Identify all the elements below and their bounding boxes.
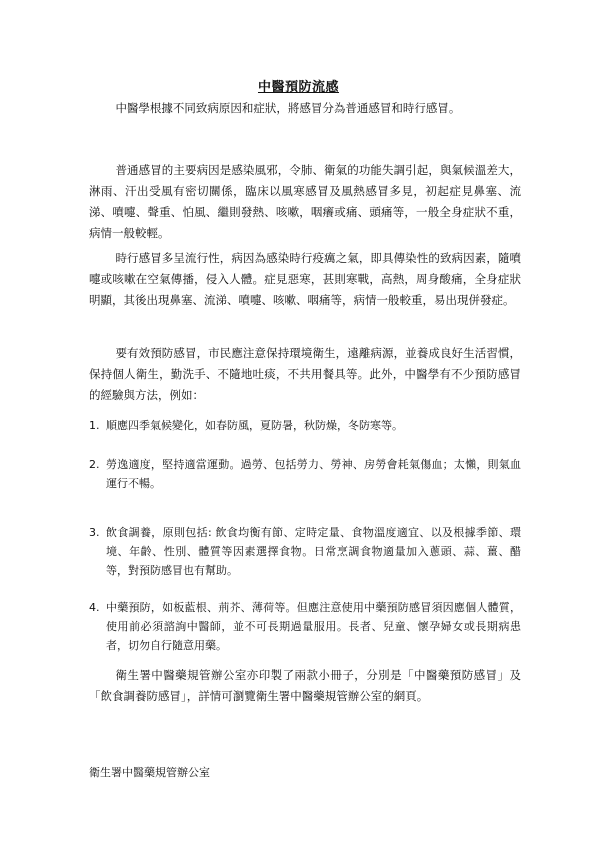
list-item-number: 3. [89,526,100,539]
list-item-number: 4. [89,601,100,614]
intro-paragraph: 中醫學根據不同致病原因和症狀，將感冒分為普通感冒和時行感冒。 [115,101,461,115]
list-item-text: 勞逸適度，堅持適當運動。過勞、包括勞力、勞神、房勞會耗氣傷血；太懶，則氣血運行不暢。 [106,458,521,490]
list-item-text: 中藥預防，如板藍根、荊芥、薄荷等。但應注意使用中藥預防感冒須因應個人體質，使用前必須諮詢中醫師，並不可長期過量服用。長者、兒童、懷孕婦女或長期病患者，切勿自行隨意用藥。 [106,601,521,652]
footer-signature: 衛生署中醫藥規管辦公室 [89,766,210,779]
list-item-number: 1. [89,419,100,432]
list-item-text: 順應四季氣候變化，如春防風，夏防暑，秋防燥，冬防寒等。 [106,419,403,432]
list-item [89,455,521,493]
closing-paragraph: 衛生署中醫藥規管辦公室亦印製了兩款小冊子，分別是「中醫藥預防感冒」及 「飲食調養防感冒」，詳情可瀏覽衛生署中醫藥規管辦公室的網頁。 [89,668,521,703]
list-item-number: 2. [89,458,100,471]
document-title: 中醫預防流感 [257,80,339,95]
common-cold-paragraph: 普通感冒的主要病因是感染風邪，令肺、衛氣的功能失調引起，與氣候溫差大，淋雨、汗出受風有密切關係，臨床以風寒感冒及風熱感冒多見，初起症見鼻塞、流涕、噴嚏、聲重、怕風、繼則發熱、咳嗽，咽癢或痛、頭痛等，一般全身症狀不重，病情一般較輕。 [89,163,521,240]
seasonal-flu-paragraph: 時行感冒多呈流行性，病因為感染時行疫癘之氣，即具傳染性的致病因素，隨噴嚏或咳嗽在空氣傳播，侵入人體。症見惡寒，甚則寒戰，高熱，周身酸痛，全身症狀明顯，其後出現鼻塞、流涕、噴嚏、咳嗽、咽痛等，病情一般較重，易出現併發症。 [89,251,521,307]
list-item [89,598,521,655]
list-item [89,416,521,435]
list-item-text: 飲食調養，原則包括: 飲食均衡有節、定時定量、食物溫度適宜、以及根據季節、環境、年齡、性別、體質等因素選擇食物。日常烹調食物適量加入蔥頭、蒜、薑、醋等，對預防感冒也有幫助。 [106,526,521,577]
prevention-paragraph: 要有效預防感冒，市民應注意保持環境衛生，遠離病源，並養成良好生活習慣，保持個人衛生，勤洗手、不隨地吐痰，不共用餐具等。此外，中醫學有不少預防感冒的經驗與方法，例如： [89,346,521,402]
list-item [89,523,521,580]
